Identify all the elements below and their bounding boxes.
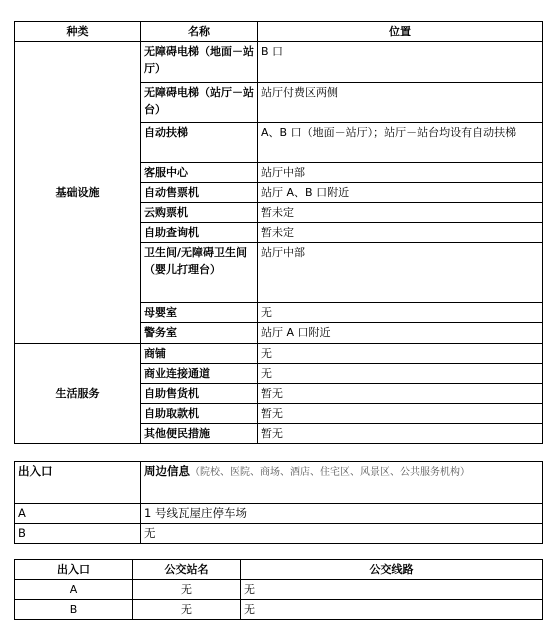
header-name: 名称 (141, 22, 258, 42)
facility-location: 暂无 (258, 404, 543, 424)
facility-name: 自助取款机 (141, 404, 258, 424)
facility-location: 暂无 (258, 424, 543, 444)
lines-cell: 无 (241, 600, 543, 620)
header-exit: 出入口 (15, 560, 133, 580)
facility-location: 无 (258, 344, 543, 364)
table-row (15, 504, 543, 524)
bus-table (14, 559, 543, 620)
header-info-note: （院校、医院、商场、酒店、住宅区、风景区、公共服务机构） (190, 467, 470, 478)
table-row (15, 580, 543, 600)
surroundings-header-row (15, 462, 543, 504)
bus-header-row (15, 560, 543, 580)
table-row (15, 344, 543, 364)
facility-name: 自助查询机 (141, 223, 258, 243)
facility-name: 警务室 (141, 323, 258, 344)
facility-name: 自助售货机 (141, 384, 258, 404)
facility-name: 商铺 (141, 344, 258, 364)
facilities-table (14, 21, 543, 444)
facilities-header-row (15, 22, 543, 42)
exit-cell: B (15, 600, 133, 620)
facility-location: 暂未定 (258, 203, 543, 223)
facility-name: 母婴室 (141, 303, 258, 323)
header-location: 位置 (258, 22, 543, 42)
category-cell: 基础设施 (15, 42, 141, 344)
header-exit: 出入口 (15, 462, 141, 504)
facility-name: 其他便民措施 (141, 424, 258, 444)
facility-name: 商业连接通道 (141, 364, 258, 384)
facility-location: 无 (258, 303, 543, 323)
header-surroundings-info (141, 462, 543, 504)
facility-name: 自动扶梯 (141, 123, 258, 163)
exit-cell: A (15, 580, 133, 600)
exit-cell: A (15, 504, 141, 524)
header-category: 种类 (15, 22, 141, 42)
facility-location: A、B 口（地面－站厅）；站厅－站台均设有自动扶梯 (258, 123, 543, 163)
info-cell: 1 号线瓦屋庄停车场 (141, 504, 543, 524)
info-cell: 无 (141, 524, 543, 544)
facility-name: 卫生间/无障碍卫生间（婴儿打理台） (141, 243, 258, 303)
facility-location: 站厅 A 口附近 (258, 323, 543, 344)
facility-location: 站厅中部 (258, 163, 543, 183)
facility-location: B 口 (258, 42, 543, 83)
table-row (15, 42, 543, 83)
facility-name: 无障碍电梯（地面－站厅） (141, 42, 258, 83)
facility-location: 暂无 (258, 384, 543, 404)
facility-name: 无障碍电梯（站厅－站台） (141, 83, 258, 123)
facility-name: 云购票机 (141, 203, 258, 223)
facility-location: 站厅中部 (258, 243, 543, 303)
header-bus-station: 公交站名 (133, 560, 241, 580)
facility-name: 自动售票机 (141, 183, 258, 203)
facility-location: 无 (258, 364, 543, 384)
table-row (15, 600, 543, 620)
facility-location: 站厅付费区两侧 (258, 83, 543, 123)
facility-location: 站厅 A、B 口附近 (258, 183, 543, 203)
header-bus-lines: 公交线路 (241, 560, 543, 580)
table-row (15, 524, 543, 544)
facility-name: 客服中心 (141, 163, 258, 183)
lines-cell: 无 (241, 580, 543, 600)
station-cell: 无 (133, 580, 241, 600)
exit-cell: B (15, 524, 141, 544)
category-cell: 生活服务 (15, 344, 141, 444)
header-info-title: 周边信息 (144, 464, 190, 478)
surroundings-table (14, 461, 543, 544)
station-cell: 无 (133, 600, 241, 620)
facility-location: 暂未定 (258, 223, 543, 243)
